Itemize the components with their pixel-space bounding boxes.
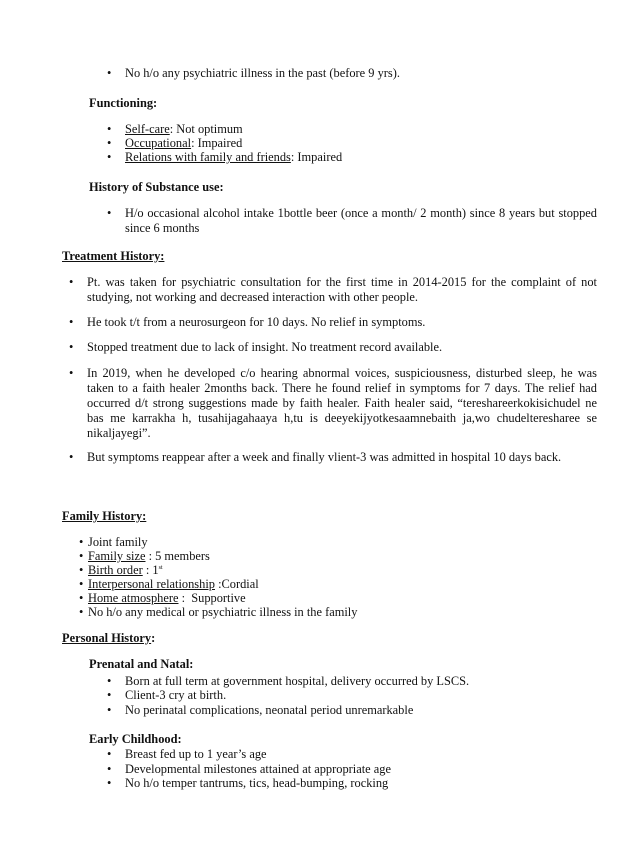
childhood-item: • Breast fed up to 1 year’s age: [125, 747, 267, 762]
item-label: Relations with family and friends: [125, 150, 291, 164]
functioning-heading: Functioning:: [89, 96, 158, 110]
item-label: Interpersonal relationship: [88, 577, 215, 591]
item-value: : Impaired: [290, 150, 343, 164]
treatment-heading: Treatment History:: [62, 249, 165, 263]
functioning-item-selfcare: [125, 122, 243, 137]
family-item-size: [88, 549, 210, 564]
item-label: Self-care: [125, 122, 170, 136]
functioning-item-relations: [125, 150, 342, 165]
family-item-relationship: [88, 577, 259, 592]
item-value: : Not optimum: [169, 122, 243, 136]
item-value: : Impaired: [191, 136, 243, 150]
treatment-item: • But symptoms reappear after a week and finally vlient-3 was admitted in hospital 10 days back.: [87, 450, 597, 465]
functioning-item-occupational: [125, 136, 242, 151]
family-item-illness: • No h/o any medical or psychiatric illness in the family: [88, 605, 357, 620]
personal-heading-colon: :: [151, 631, 156, 645]
prenatal-item: • No perinatal complications, neonatal period unremarkable: [125, 703, 413, 718]
prenatal-heading: Prenatal and Natal:: [89, 657, 194, 671]
substance-heading: History of Substance use:: [89, 180, 224, 194]
treatment-item: • In 2019, when he developed c/o hearing abnormal voices, suspiciousness, disturbed sleep, he was taken to a faith healer 2months back. There he found relief in symptoms for 7 days. The relief had occurred d/t strong suggestions made by faith healer. Faith healer said, “tereshareerkokisichudel ne bas me karrakha h, tusahijagahaaya h,tu is deeyekijyotkesaamnebaith ja,wo chudelteresharee se nikaljayegi”.: [87, 366, 597, 441]
item-value: : Supportive: [178, 591, 246, 605]
item-value: :Cordial: [214, 577, 259, 591]
past-history-item: • No h/o any psychiatric illness in the past (before 9 yrs).: [125, 66, 585, 81]
prenatal-item: • Born at full term at government hospital, delivery occurred by LSCS.: [125, 674, 469, 689]
item-label: Home atmosphere: [88, 591, 179, 605]
item-label: Family size: [88, 549, 146, 563]
prenatal-item: • Client-3 cry at birth.: [125, 688, 226, 703]
item-value: : 5 members: [145, 549, 210, 563]
treatment-item: • He took t/t from a neurosurgeon for 10 days. No relief in symptoms.: [87, 315, 597, 330]
superscript: st: [158, 565, 163, 571]
treatment-item: • Stopped treatment due to lack of insight. No treatment record available.: [87, 340, 597, 355]
family-heading: Family History:: [62, 509, 147, 523]
item-label: Birth order: [88, 563, 143, 577]
childhood-item: • No h/o temper tantrums, tics, head-bumping, rocking: [125, 776, 388, 791]
childhood-item: • Developmental milestones attained at appropriate age: [125, 762, 391, 777]
substance-item: • H/o occasional alcohol intake 1bottle beer (once a month/ 2 month) since 8 years but stopped since 6 months: [125, 206, 597, 236]
personal-heading-line: [62, 631, 155, 646]
item-value: : 1: [142, 563, 159, 577]
family-item-joint: • Joint family: [88, 535, 148, 550]
item-label: Occupational: [125, 136, 192, 150]
childhood-heading: Early Childhood:: [89, 732, 182, 746]
family-item-birth-order: [88, 563, 163, 578]
personal-heading: Personal History: [62, 631, 152, 645]
family-item-home: [88, 591, 246, 606]
treatment-item: • Pt. was taken for psychiatric consultation for the first time in 2014-2015 for the complaint of not studying, not working and decreased interaction with other people.: [87, 275, 597, 305]
